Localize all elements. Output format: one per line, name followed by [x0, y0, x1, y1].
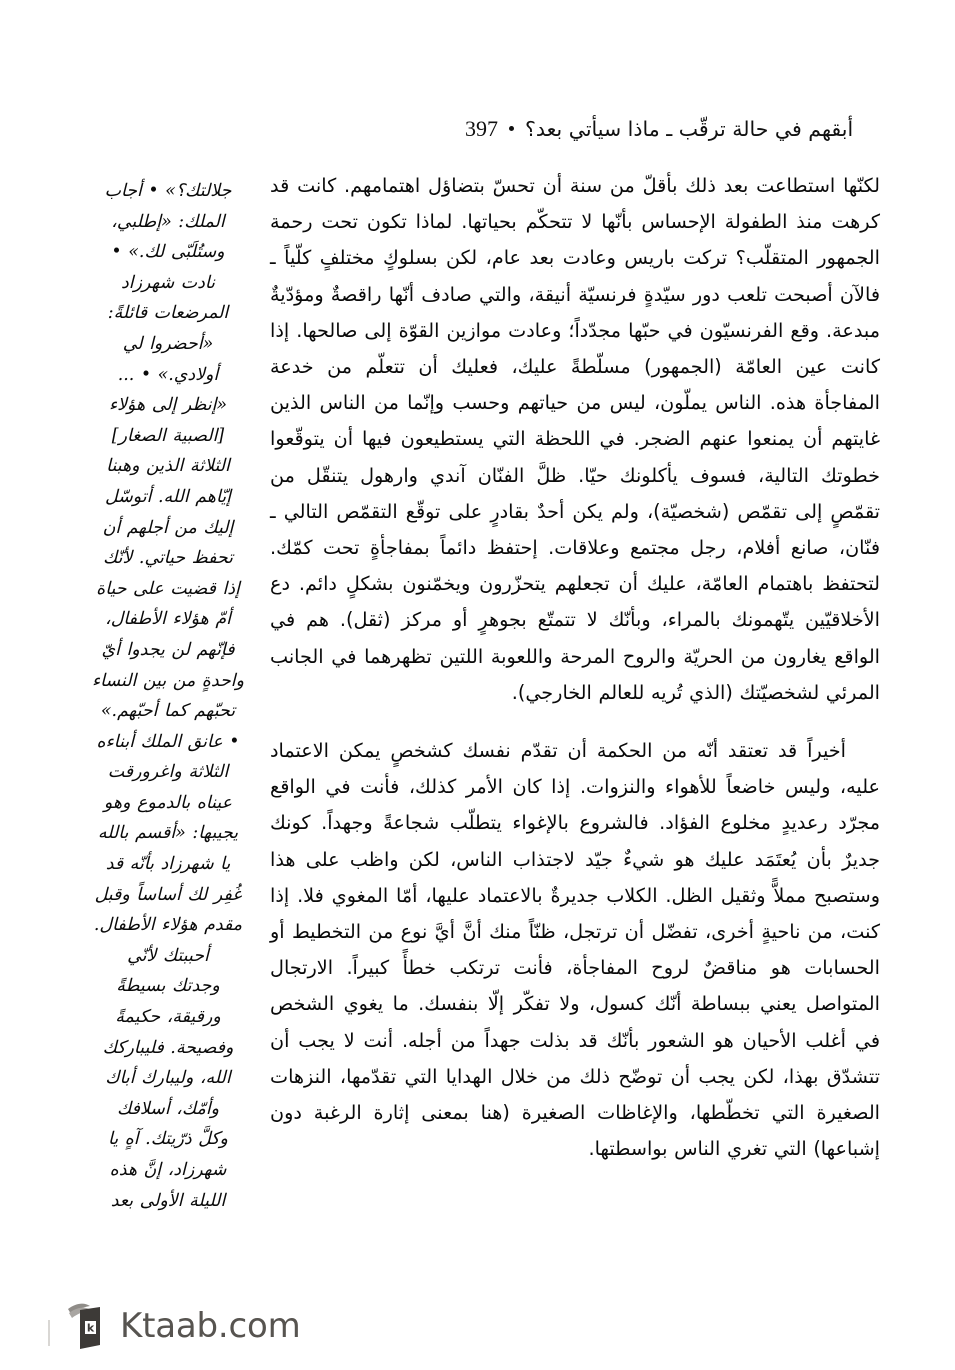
- margin-note-line: الملك: «إطلبي،: [111, 211, 225, 232]
- margin-note-line: • عانق الملك أبناءه: [96, 731, 240, 752]
- svg-text:k: k: [86, 1321, 95, 1335]
- margin-note-line: «إنظر إلى هؤلاء: [108, 395, 228, 416]
- margin-note-line: [الصبية الصغار]: [111, 425, 225, 446]
- margin-note-line: ورقيقة، حكيمةً: [115, 1007, 221, 1028]
- margin-note-line: أمّ هؤلاء الأطفال،: [105, 609, 231, 630]
- margin-note-line: إليك من أجلهم أن: [102, 517, 234, 538]
- margin-note-line: فإنّهم لن يجدوا أيّ: [101, 639, 235, 660]
- bullet-separator-icon: [509, 126, 514, 131]
- margin-note: [82, 176, 254, 1216]
- margin-note-line: جلالتك؟» • أجاب: [104, 181, 232, 201]
- page-edge-tick: [48, 1320, 50, 1346]
- margin-note-line: مقدم هؤلاء الأطفال.: [93, 915, 243, 936]
- margin-note-line: وأمّك، أسلافك: [116, 1098, 220, 1119]
- running-header-title: أبقهم في حالة ترقّب ـ ماذا سيأتي بعد؟: [525, 117, 854, 141]
- margin-note-line: الله، وليبارك أباك: [105, 1068, 231, 1089]
- margin-note-line: تحبّهم كما أحبّهم.»: [100, 701, 236, 722]
- page-number: 397: [465, 116, 498, 141]
- margin-note-line: واحدةٍ من بين النساء: [91, 670, 245, 691]
- margin-note-line: شهرزاد، إنَّ هذه: [109, 1160, 227, 1180]
- margin-note-line: إيّاهم الله. أتوسّل: [105, 486, 231, 507]
- margin-note-line: أحببتك لأنّي: [127, 945, 209, 966]
- margin-note-column: [82, 176, 254, 1216]
- margin-note-line: غُفِر لك أساساً وقبل: [94, 884, 242, 905]
- margin-note-line: الليلة الأولى بعد: [110, 1190, 226, 1211]
- margin-note-line: وجدتك بسيطةً: [116, 976, 220, 997]
- margin-note-line: إذا قضيت على حياة: [96, 578, 240, 599]
- margin-note-line: وفصيحة. فليباركك: [102, 1037, 234, 1058]
- page-body: [70, 168, 885, 1248]
- margin-note-line: أولادي.» • ...: [117, 364, 219, 385]
- watermark-label: Ktaab.com: [120, 1306, 301, 1346]
- running-header-inner: [465, 118, 853, 140]
- main-text-column: [270, 168, 880, 1167]
- margin-note-line: وستُلَبّى لك.» •: [111, 242, 225, 263]
- book-logo-icon: [66, 1300, 106, 1352]
- margin-note-line: الثلاثة الذين وهبنا: [106, 456, 230, 477]
- site-watermark: [66, 1300, 301, 1352]
- margin-note-line: وكلَّ ذرّيتك. آهٍ يا: [108, 1129, 228, 1150]
- body-paragraph: لكنّها استطاعت بعد ذلك بأقلّ من سنة أن تحسّ بتضاؤل اهتمامهم. كانت قد كرهت منذ الطفولة الإحساس بأنّها لا تتحكّم بحياتها. لماذا تكون تحت رحمة الجمهور المتقلّب؟ تركت باريس وعادت بعد عام، لكن بسلوكٍ مختلفٍ كلّياً ـ فالآن أصبحت تلعب دور سيّدةٍ فرنسيّة أنيقة، والتي صادف أنّها راقصةٌ ومؤدّيةٌ مبدعة. وقع الفرنسيّون في حبّها مجدّداً؛ وعادت موازين القوّة إلى صالحها. إذا كانت عين العامّة (الجمهور) مسلّطةً عليك، فعليك أن تتعلّم من خدعة المفاجأة هذه. الناس يملّون، ليس من حياتهم وحسب وإنّما من الناس الذين غايتهم أن يمنعوا عنهم الضجر. في اللحظة التي يستطيعون فيها أن يتوقّعوا خطوتك التالية، فسوف يأكلونك حيّا. ظلَّ الفنّان آندي وارهول يتنقّل من تقمّصٍ إلى تقمّص (شخصيّة)، ولم يكن أحدٌ بقادرٍ على توقّع التقمّص التالي ـ فنّان، صانع أفلام، رجل مجتمع وعلاقات. إحتفظ دائماً بمفاجأةٍ تحت كمّك. لتحتفظ باهتمام العامّة، عليك أن تجعلهم يتحزّرون ويخمّنون بشكلٍ دائم. دع الأخلاقيّين يتّهمونك بالمراء، وبأنّك لا تتمتّع بجوهرٍ أو مركز (ثقل). هم في الواقع يغارون من الحريّة والروح المرحة واللعوبة اللتين تظهرهما في الجانب المرئي لشخصيّتك (الذي تُريه للعالم الخارجي).: [270, 174, 880, 704]
- margin-note-line: يجيبها: «أقسم بالله: [97, 823, 239, 844]
- body-paragraph: أخيراً قد تعتقد أنّه من الحكمة أن تقدّم نفسك كشخصٍ يمكن الاعتماد عليه، وليس خاضعاً للأهواء والنزوات. إذا كان الأمر كذلك، فأنت في الواقع مجرّد رعديدٍ مخلوع الفؤاد. فالشروع بالإغواء يتطلّب شجاعةً وجهداً. كونك جديرٌ بأن يُعتَمَد عليك هو شيءٌ جيّد لاجتذاب الناس، لكن واظب على هذا وستصبح مملاًّ وثقيل الظل. الكلاب جديرةٌ بالاعتماد عليها، أمّا المغوي فلا. إذا كنت، من ناحيةٍ أخرى، تفضّل أن ترتجل، ظنّاً منك أنَّ أيَّ نوع من التخطيط أو الحسابات هو مناقضٌ لروح المفاجأة، فأنت ترتكب خطأً كبيراً. الارتجال المتواصل يعني ببساطة أنّك كسول، ولا تفكّر إلّا بنفسك. ما يغوي الشخص في أغلب الأحيان هو الشعور بأنّك قد بذلت جهداً من أجله. أنت لا يجب أن تتشدّق بهذا، لكن يجب أن توضّح ذلك من خلال الهدايا التي تقدّمها، النزهات الصغيرة التي تخطّطها، والإغاظات الصغيرة (هنا بمعنى إثارة الرغبة دون إشباعها) التي تغري الناس بواسطتها.: [270, 739, 880, 1161]
- margin-note-line: يا شهرزاد بأنّه قد: [105, 854, 231, 875]
- margin-note-line: نادت شهرزاد: [121, 272, 215, 293]
- running-header: [0, 108, 955, 150]
- margin-note-line: الثلاثة واغرورقت: [107, 762, 229, 783]
- margin-note-line: عيناه بالدموع وهو: [103, 792, 233, 813]
- margin-note-line: تحفظ حياتي. لأنّك: [102, 548, 233, 569]
- margin-note-line: المرضعات قائلةً:: [107, 303, 229, 324]
- margin-note-line: «أحضروا لي: [122, 333, 214, 354]
